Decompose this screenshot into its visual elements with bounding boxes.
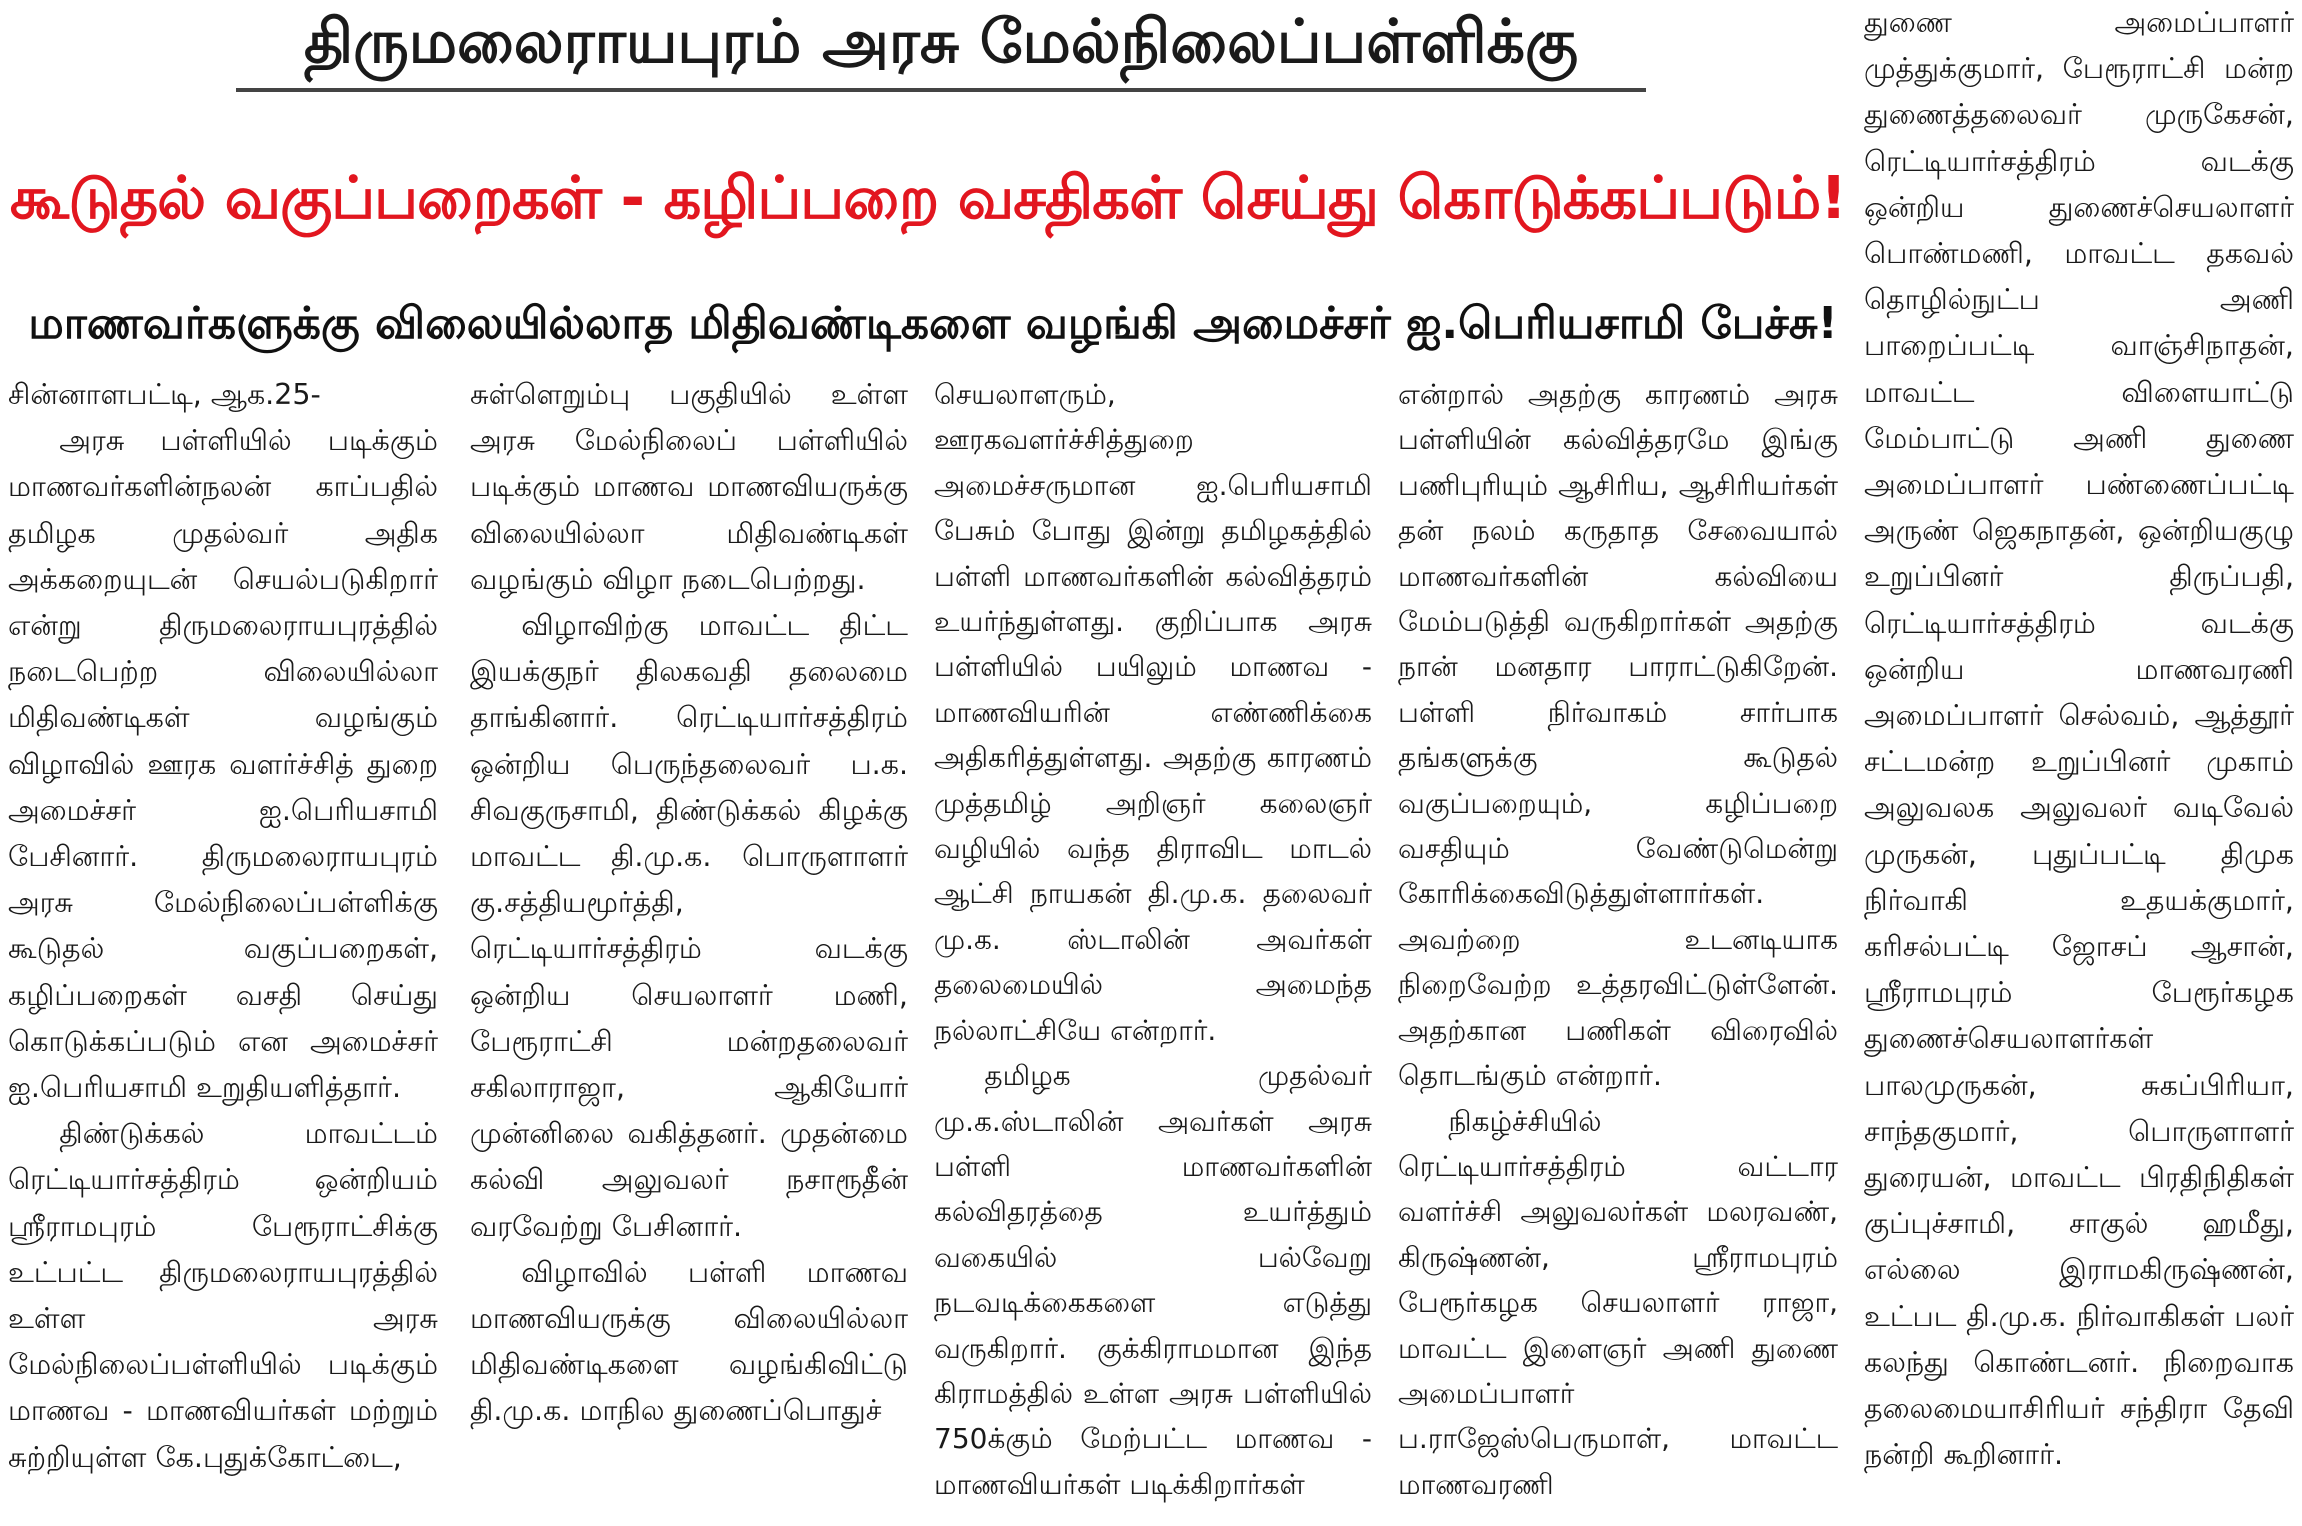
article-dateline: சின்னாளபட்டி, ஆக.25-: [8, 378, 321, 411]
paragraph: திண்டுக்கல் மாவட்டம் ரெட்டியார்சத்திரம் ஒன்றியம் ஸ்ரீராமபுரம் பேரூராட்சிக்கு உட்பட்ட திருமலைராயபுரத்தில் உள்ள அரசு மேல்நிலைப்பள்ளியில் படிக்கும் மாணவ - மாணவியர்கள் மற்றும் சுற்றியுள்ள கே.புதுக்கோட்டை,: [8, 1117, 438, 1474]
paragraph: விழாவில் பள்ளி மாணவ மாணவியருக்கு விலையில்லா மிதிவண்டிகளை வழங்கிவிட்டு தி.மு.க. மாநில துணைப்பொதுச்: [470, 1255, 908, 1428]
article-column-4: [1398, 372, 1838, 1526]
article-column-3: [934, 372, 1372, 1526]
paragraph: துணை அமைப்பாளர் முத்துக்குமார், பேரூராட்சி மன்ற துணைத்தலைவர் முருகேசன், ரெட்டியார்சத்திரம் வடக்கு ஒன்றிய துணைச்செயலாளர் பொண்மணி, மாவட்ட தகவல் தொழில்நுட்ப அணி பாறைப்பட்டி வாஞ்சிநாதன், மாவட்ட விளையாட்டு மேம்பாட்டு அணி துணை அமைப்பாளர் பண்ணைப்பட்டி அருண் ஜெகநாதன், ஒன்றியகுழு உறுப்பினர் திருப்பதி, ரெட்டியார்சத்திரம் வடக்கு ஒன்றிய மாணவரணி அமைப்பாளர் செல்வம், ஆத்தூர் சட்டமன்ற உறுப்பினர் முகாம் அலுவலக அலுவலர் வடிவேல் முருகன், புதுப்பட்டி திமுக நிர்வாகி உதயக்குமார், கரிசல்பட்டி ஜோசப் ஆசான், ஸ்ரீராமபுரம் பேரூர்கழக துணைச்செயலாளர்கள் பாலமுருகன், சுகப்பிரியா, சாந்தகுமார், பொருளாளர் துரையன், மாவட்ட பிரதிநிதிகள் குப்புச்சாமி, சாகுல் ஹமீது, எல்லை இராமகிருஷ்ணன், உட்பட தி.மு.க. நிர்வாகிகள் பலர் கலந்து கொண்டனர். நிறைவாக தலைமையாசிரியர் சந்திரா தேவி நன்றி கூறினார்.: [1864, 6, 2294, 1472]
paragraph: செயலாளரும், ஊரகவளர்ச்சித்துறை அமைச்சருமான ஐ.பெரியசாமி பேசும் போது இன்று தமிழகத்தில் பள்ளி மாணவர்களின் கல்வித்தரம் உயர்ந்துள்ளது. குறிப்பாக அரசு பள்ளியில் பயிலும் மாணவ - மாணவியரின் எண்ணிக்கை அதிகரித்துள்ளது. அதற்கு காரணம் முத்தமிழ் அறிஞர் கலைஞர் வழியில் வந்த திராவிட மாடல் ஆட்சி நாயகன் தி.மு.க. தலைவர் மு.க. ஸ்டாலின் அவர்கள் தலைமையில் அமைந்த நல்லாட்சியே என்றார்.: [934, 378, 1372, 1047]
paragraph: தமிழக முதல்வர் மு.க.ஸ்டாலின் அவர்கள் அரசு பள்ளி மாணவர்களின் கல்விதரத்தை உயர்த்தும் வகையில் பல்வேறு நடவடிக்கைகளை எடுத்து வருகிறார். குக்கிராமமான இந்த கிராமத்தில் உள்ள அரசு பள்ளியில் 750க்கும் மேற்பட்ட மாணவ - மாணவியர்கள் படிக்கிறார்கள்: [934, 1059, 1372, 1501]
article-kicker: திருமலைராயபுரம் அரசு மேல்நிலைப்பள்ளிக்கு: [303, 7, 1578, 77]
kicker-underline: [236, 88, 1646, 92]
paragraph: சுள்ளெறும்பு பகுதியில் உள்ள அரசு மேல்நிலைப் பள்ளியில் படிக்கும் மாணவ மாணவியருக்கு விலையில்லா மிதிவண்டிகள் வழங்கும் விழா நடைபெற்றது.: [470, 378, 908, 596]
article-subheadline: மாணவர்களுக்கு விலையில்லாத மிதிவண்டிகளை வழங்கி அமைச்சர் ஐ.பெரியசாமி பேச்சு!: [28, 298, 1838, 349]
paragraph: நிகழ்ச்சியில் ரெட்டியார்சத்திரம் வட்டார வளர்ச்சி அலுவலர்கள் மலரவண், கிருஷ்ணன், ஸ்ரீராமபுரம் பேரூர்கழக செயலாளர் ராஜா, மாவட்ட இளைஞர் அணி துணை அமைப்பாளர் ப.ராஜேஸ்பெருமாள், மாவட்ட மாணவரணி: [1398, 1104, 1838, 1501]
article-column-5: [1864, 0, 2294, 1526]
paragraph: என்றால் அதற்கு காரணம் அரசு பள்ளியின் கல்வித்தரமே இங்கு பணிபுரியும் ஆசிரிய, ஆசிரியர்கள் தன் நலம் கருதாத சேவையால் மாணவர்களின் கல்வியை மேம்படுத்தி வருகிறார்கள் அதற்கு நான் மனதார பாராட்டுகிறேன். பள்ளி நிர்வாகம் சார்பாக தங்களுக்கு கூடுதல் வகுப்பறையும், கழிப்பறை வசதியும் வேண்டுமென்று கோரிக்கைவிடுத்துள்ளார்கள். அவற்றை உடனடியாக நிறைவேற்ற உத்தரவிட்டுள்ளேன். அதற்கான பணிகள் விரைவில் தொடங்கும் என்றார்.: [1398, 378, 1838, 1093]
article-column-1: [8, 372, 438, 1526]
paragraph: விழாவிற்கு மாவட்ட திட்ட இயக்குநர் திலகவதி தலைமை தாங்கினார். ரெட்டியார்சத்திரம் ஒன்றிய பெருந்தலைவர் ப.க. சிவகுருசாமி, திண்டுக்கல் கிழக்கு மாவட்ட தி.மு.க. பொருளாளர் கு.சத்தியமூர்த்தி, ரெட்டியார்சத்திரம் வடக்கு ஒன்றிய செயலாளர் மணி, பேரூராட்சி மன்றதலைவர் சகிலாராஜா, ஆகியோர் முன்னிலை வகித்தனர். முதன்மை கல்வி அலுவலர் நசாரூதீன் வரவேற்று பேசினார்.: [470, 609, 908, 1243]
article-column-2: [470, 372, 908, 1526]
paragraph: அரசு பள்ளியில் படிக்கும் மாணவர்களின்நலன் காப்பதில் தமிழக முதல்வர் அதிக அக்கறையுடன் செயல்படுகிறார் என்று திருமலைராயபுரத்தில் நடைபெற்ற விலையில்லா மிதிவண்டிகள் வழங்கும் விழாவில் ஊரக வளர்ச்சித் துறை அமைச்சர் ஐ.பெரியசாமி பேசினார். திருமலைராயபுரம் அரசு மேல்நிலைப்பள்ளிக்கு கூடுதல் வகுப்பறைகள், கழிப்பறைகள் வசதி செய்து கொடுக்கப்படும் என அமைச்சர் ஐ.பெரியசாமி உறுதியளித்தார்.: [8, 424, 438, 1105]
article-headline: கூடுதல் வகுப்பறைகள் - கழிப்பறை வசதிகள் செய்து கொடுக்கப்படும்!: [9, 163, 1847, 232]
